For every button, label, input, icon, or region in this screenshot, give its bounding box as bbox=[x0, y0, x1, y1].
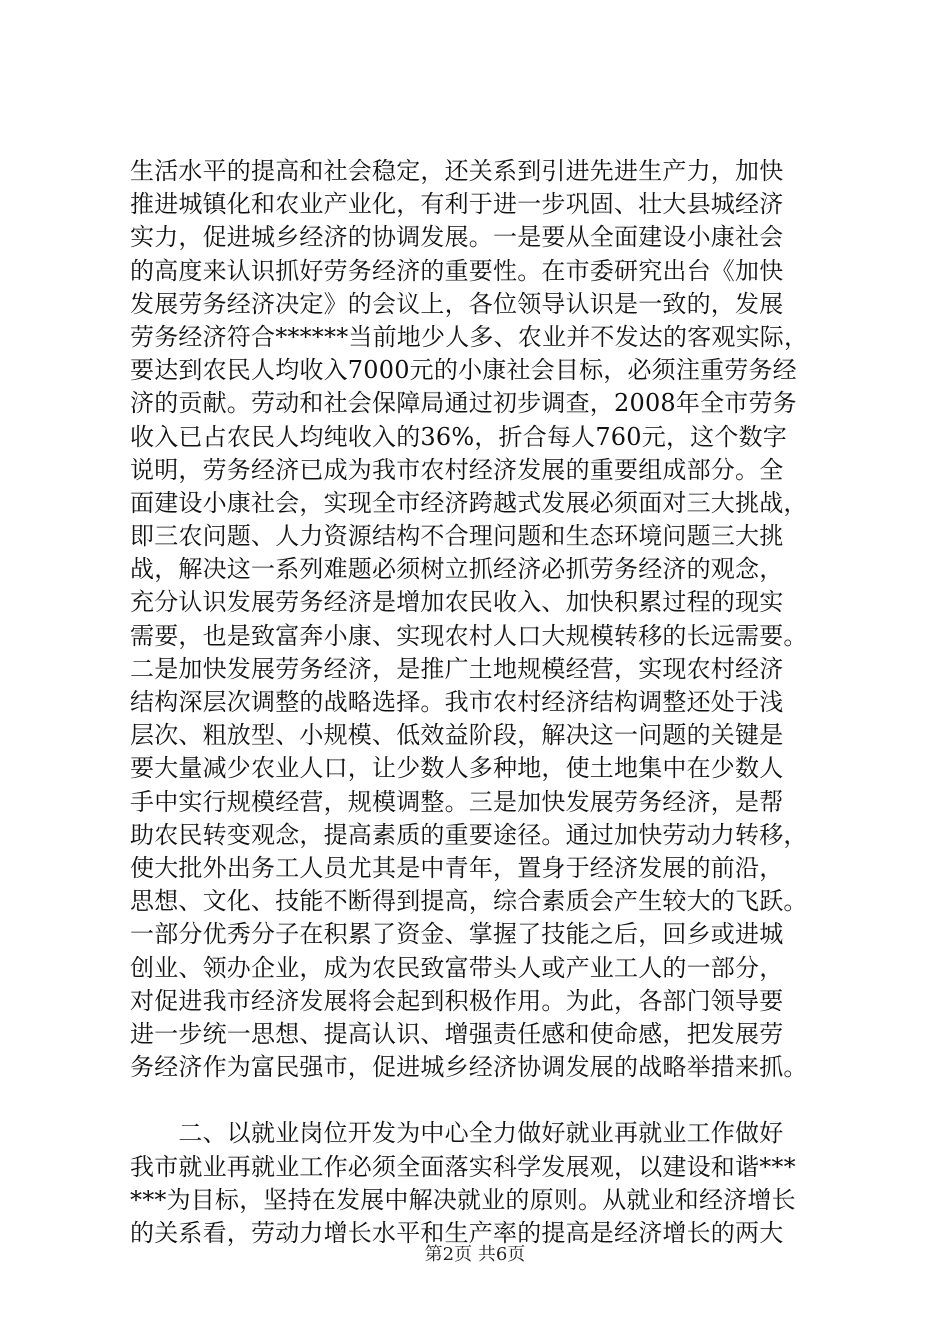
text-line: 创业、领办企业，成为农民致富带头人或产业工人的一部分， bbox=[130, 953, 784, 982]
text-line: ***为目标，坚持在发展中解决就业的原则。从就业和经济增长 bbox=[130, 1185, 796, 1214]
paragraph-gap bbox=[130, 1084, 830, 1117]
text-line: 济的贡献。劳动和社会保障局通过初步调查，2008年全市劳务 bbox=[130, 389, 797, 418]
text-line: 战，解决这一系列难题必须树立抓经济必抓劳务经济的观念， bbox=[130, 555, 784, 584]
text-line: 使大批外出务工人员尤其是中青年，置身于经济发展的前沿， bbox=[130, 853, 784, 882]
text-line: 需要，也是致富奔小康、实现农村人口大规模转移的长远需要。 bbox=[130, 621, 808, 650]
text-line: 生活水平的提高和社会稳定，还关系到引进先进生产力，加快 bbox=[130, 157, 784, 185]
paragraph-2 bbox=[130, 1117, 830, 1250]
text-line: 二是加快发展劳务经济，是推广土地规模经营，实现农村经济 bbox=[130, 654, 784, 683]
text-line: 进一步统一思想、提高认识、增强责任感和使命感，把发展劳 bbox=[130, 1019, 784, 1048]
text-line: 助农民转变观念，提高素质的重要途径。通过加快劳动力转移， bbox=[130, 820, 808, 849]
text-line: 务经济作为富民强市，促进城乡经济协调发展的战略举措来抓。 bbox=[130, 1053, 808, 1082]
text-line: 说明，劳务经济已成为我市农村经济发展的重要组成部分。全 bbox=[130, 455, 784, 484]
text-line: 结构深层次调整的战略选择。我市农村经济结构调整还处于浅 bbox=[130, 688, 784, 716]
text-line: 我市就业再就业工作必须全面落实科学发展观，以建设和谐*** bbox=[130, 1152, 796, 1181]
text-line: 层次、粗放型、小规模、低效益阶段，解决这一问题的关键是 bbox=[130, 721, 784, 750]
text-line: 即三农问题、人力资源结构不合理问题和生态环境问题三大挑 bbox=[130, 522, 784, 551]
text-line: 充分认识发展劳务经济是增加农民收入、加快积累过程的现实 bbox=[130, 588, 784, 617]
document-body bbox=[130, 155, 830, 1250]
text-line: 对促进我市经济发展将会起到积极作用。为此，各部门领导要 bbox=[130, 986, 784, 1015]
paragraph-1 bbox=[130, 155, 830, 1084]
text-line: 实力，促进城乡经济的协调发展。一是要从全面建设小康社会 bbox=[130, 223, 784, 252]
text-line: 推进城镇化和农业产业化，有利于进一步巩固、壮大县城经济 bbox=[130, 190, 784, 219]
page-footer: 第2页 共6页 bbox=[424, 1244, 526, 1265]
text-line: 二、以就业岗位开发为中心全力做好就业再就业工作做好 bbox=[130, 1119, 784, 1148]
text-line: 一部分优秀分子在积累了资金、掌握了技能之后，回乡或进城 bbox=[130, 920, 784, 949]
text-line: 思想、文化、技能不断得到提高，综合素质会产生较大的飞跃。 bbox=[130, 887, 808, 916]
text-line: 的高度来认识抓好劳务经济的重要性。在市委研究出台《加快 bbox=[130, 256, 784, 285]
text-line: 收入已占农民人均纯收入的36%，折合每人760元，这个数字 bbox=[130, 422, 787, 451]
text-line: 面建设小康社会，实现全市经济跨越式发展必须面对三大挑战， bbox=[130, 488, 808, 517]
text-line: 要大量减少农业人口，让少数人多种地，使土地集中在少数人 bbox=[130, 754, 784, 783]
text-line: 的关系看，劳动力增长水平和生产率的提高是经济增长的两大 bbox=[130, 1219, 784, 1247]
text-line: 手中实行规模经营，规模调整。三是加快发展劳务经济，是帮 bbox=[130, 787, 784, 816]
text-line: 劳务经济符合******当前地少人多、农业并不发达的客观实际， bbox=[130, 322, 809, 351]
text-line: 要达到农民人均收入7000元的小康社会目标，必须注重劳务经 bbox=[130, 356, 797, 385]
text-line: 发展劳务经济决定》的会议上，各位领导认识是一致的，发展 bbox=[130, 289, 784, 318]
